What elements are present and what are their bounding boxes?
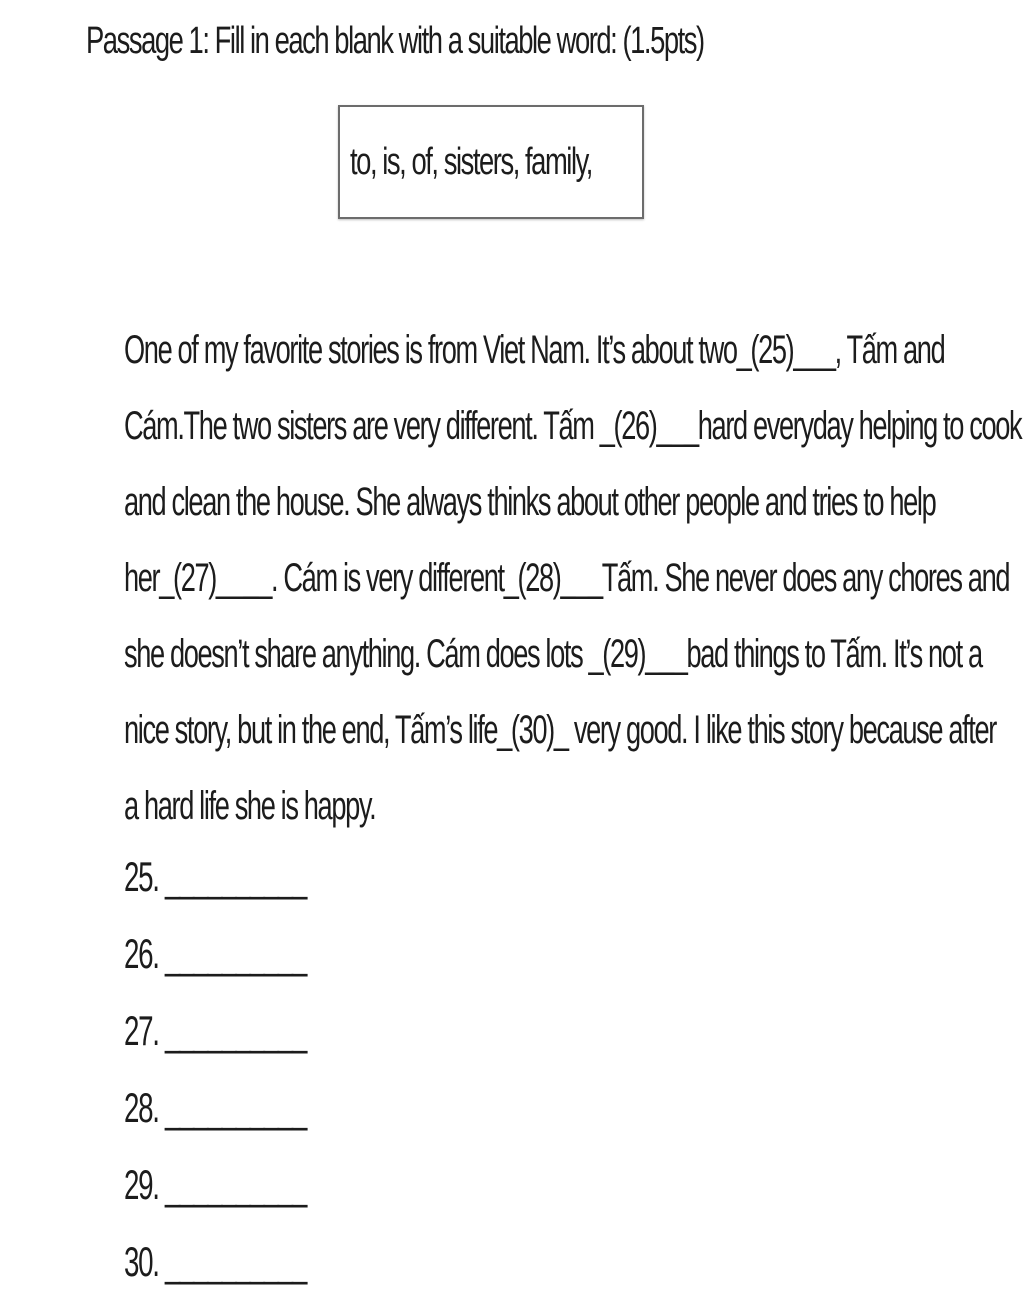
answer-list [124, 846, 400, 1308]
passage-line: her_(27)____. Cám is very different_(28)___Tấm. She never does any chores and [124, 556, 1010, 600]
passage-text [124, 318, 1024, 850]
answer-row-28: 28. __________ [124, 1084, 306, 1131]
answer-row-29: 29. __________ [124, 1161, 306, 1208]
answer-row-26: 26. __________ [124, 930, 306, 977]
exercise-title: Passage 1: Fill in each blank with a suitable word: (1.5pts) [86, 20, 704, 62]
passage-line: One of my favorite stories is from Viet Nam. It’s about two_(25)___, Tấm and [124, 328, 945, 372]
word-bank-box [338, 105, 644, 219]
passage-line: a hard life she is happy. [124, 784, 376, 828]
passage-line: Cám.The two sisters are very different. Tấm _(26)___hard everyday helping to cook [124, 404, 1022, 448]
passage-line: and clean the house. She always thinks about other people and tries to help [124, 480, 936, 524]
passage-line: nice story, but in the end, Tấm’s life_(30)_ very good. I like this story because after [124, 708, 996, 752]
answer-row-30: 30. __________ [124, 1238, 306, 1285]
answer-row-25: 25. __________ [124, 853, 306, 900]
answer-row-27: 27. __________ [124, 1007, 306, 1054]
passage-line: she doesn’t share anything. Cám does lots _(29)___bad things to Tấm. It’s not a [124, 632, 982, 676]
word-bank-text: to, is, of, sisters, family, [350, 141, 592, 183]
